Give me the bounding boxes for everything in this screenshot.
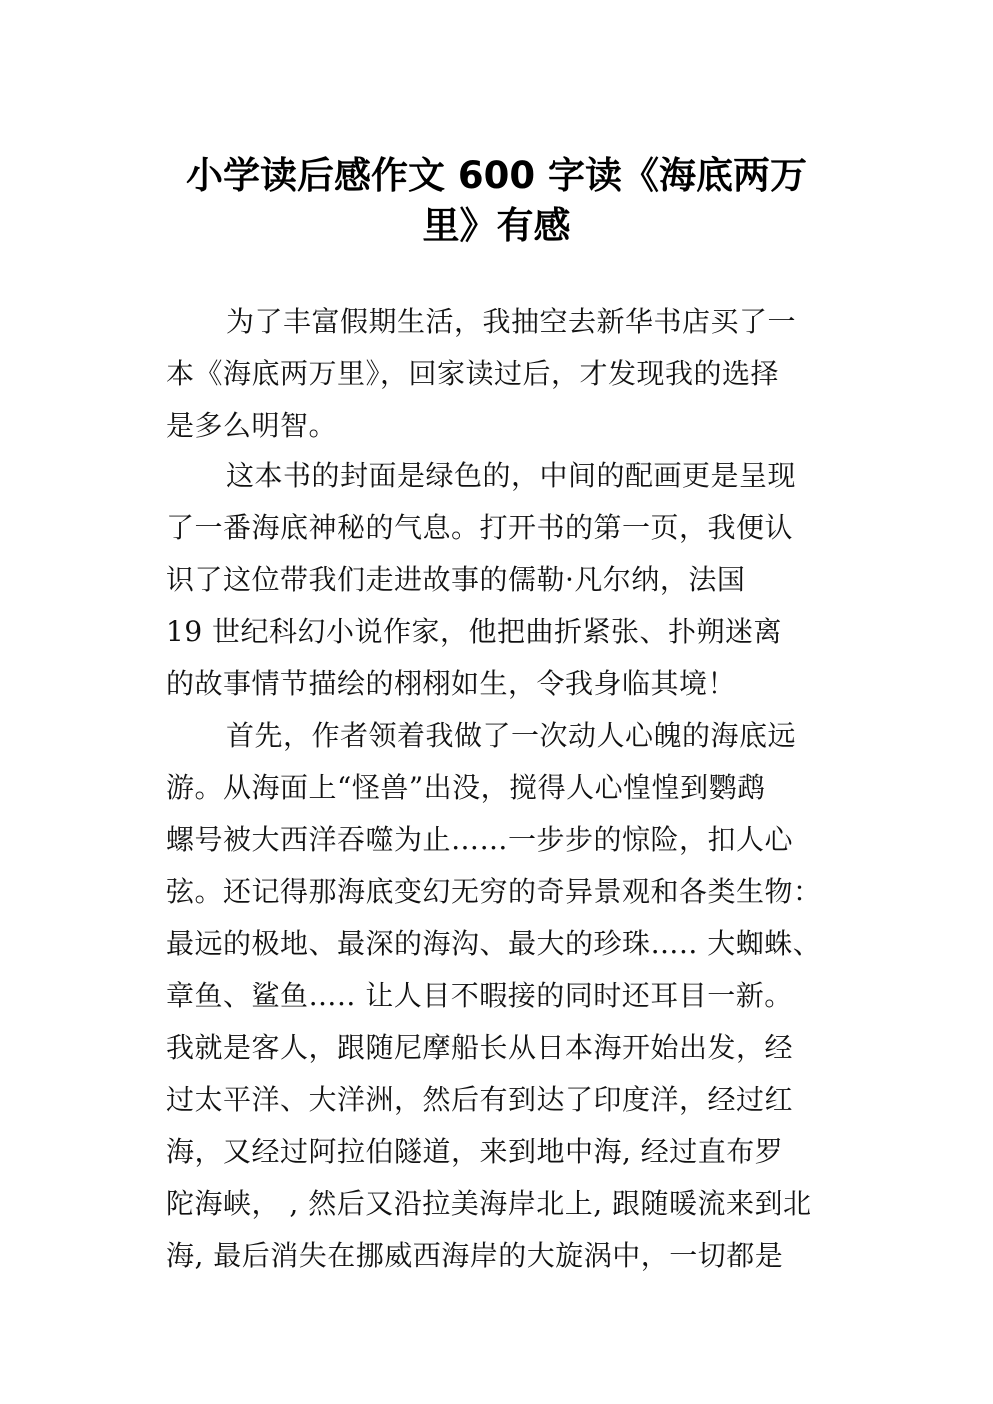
paragraph-3-line-7: 我就是客人，跟随尼摩船长从日本海开始出发，经 xyxy=(166,1031,794,1064)
paragraph-3-line-8: 过太平洋、大洋洲，然后有到达了印度洋，经过红 xyxy=(166,1083,794,1116)
document-title-line-2: 里》有感 xyxy=(422,203,571,247)
paragraph-1-line-1: 为了丰富假期生活，我抽空去新华书店买了一 xyxy=(226,305,797,338)
paragraph-2-line-2: 了一番海底神秘的气息。打开书的第一页，我便认 xyxy=(166,511,794,544)
paragraph-3-line-6: 章鱼、鲨鱼….. 让人目不暇接的同时还耳目一新。 xyxy=(166,979,793,1012)
paragraph-1-line-2: 本《海底两万里》，回家读过后，才发现我的选择 xyxy=(166,357,780,390)
paragraph-3-line-9: 海，又经过阿拉伯隧道，来到地中海, 经过直布罗 xyxy=(166,1135,784,1168)
document-title-line-1: 小学读后感作文 600 字读《海底两万 xyxy=(186,153,807,197)
paragraph-2-line-3: 识了这位带我们走进故事的儒勒·凡尔纳，法国 xyxy=(166,563,746,596)
paragraph-3-line-4: 弦。还记得那海底变幻无穷的奇异景观和各类生物： xyxy=(166,875,822,908)
paragraph-2-line-4: 19 世纪科幻小说作家，他把曲折紧张、扑朔迷离 xyxy=(166,615,783,648)
paragraph-3-line-1: 首先，作者领着我做了一次动人心魄的海底远 xyxy=(226,719,797,752)
paragraph-2-line-5: 的故事情节描绘的栩栩如生，令我身临其境！ xyxy=(166,667,737,700)
paragraph-1-line-3: 是多么明智。 xyxy=(166,409,338,442)
paragraph-3-line-5: 最远的极地、最深的海沟、最大的珍珠….. 大蜘蛛、 xyxy=(166,927,822,960)
paragraph-3-line-2: 游。从海面上“怪兽”出没，搅得人心惶惶到鹦鹉 xyxy=(166,771,766,804)
paragraph-3-line-10: 陀海峡， , 然后又沿拉美海岸北上, 跟随暖流来到北 xyxy=(166,1187,812,1220)
paragraph-2-line-1: 这本书的封面是绿色的，中间的配画更是呈现 xyxy=(226,459,797,492)
paragraph-3-line-3: 螺号被大西洋吞噬为止……一步步的惊险，扣人心 xyxy=(166,823,794,856)
paragraph-3-line-11: 海, 最后消失在挪威西海岸的大旋涡中，一切都是 xyxy=(166,1239,784,1272)
